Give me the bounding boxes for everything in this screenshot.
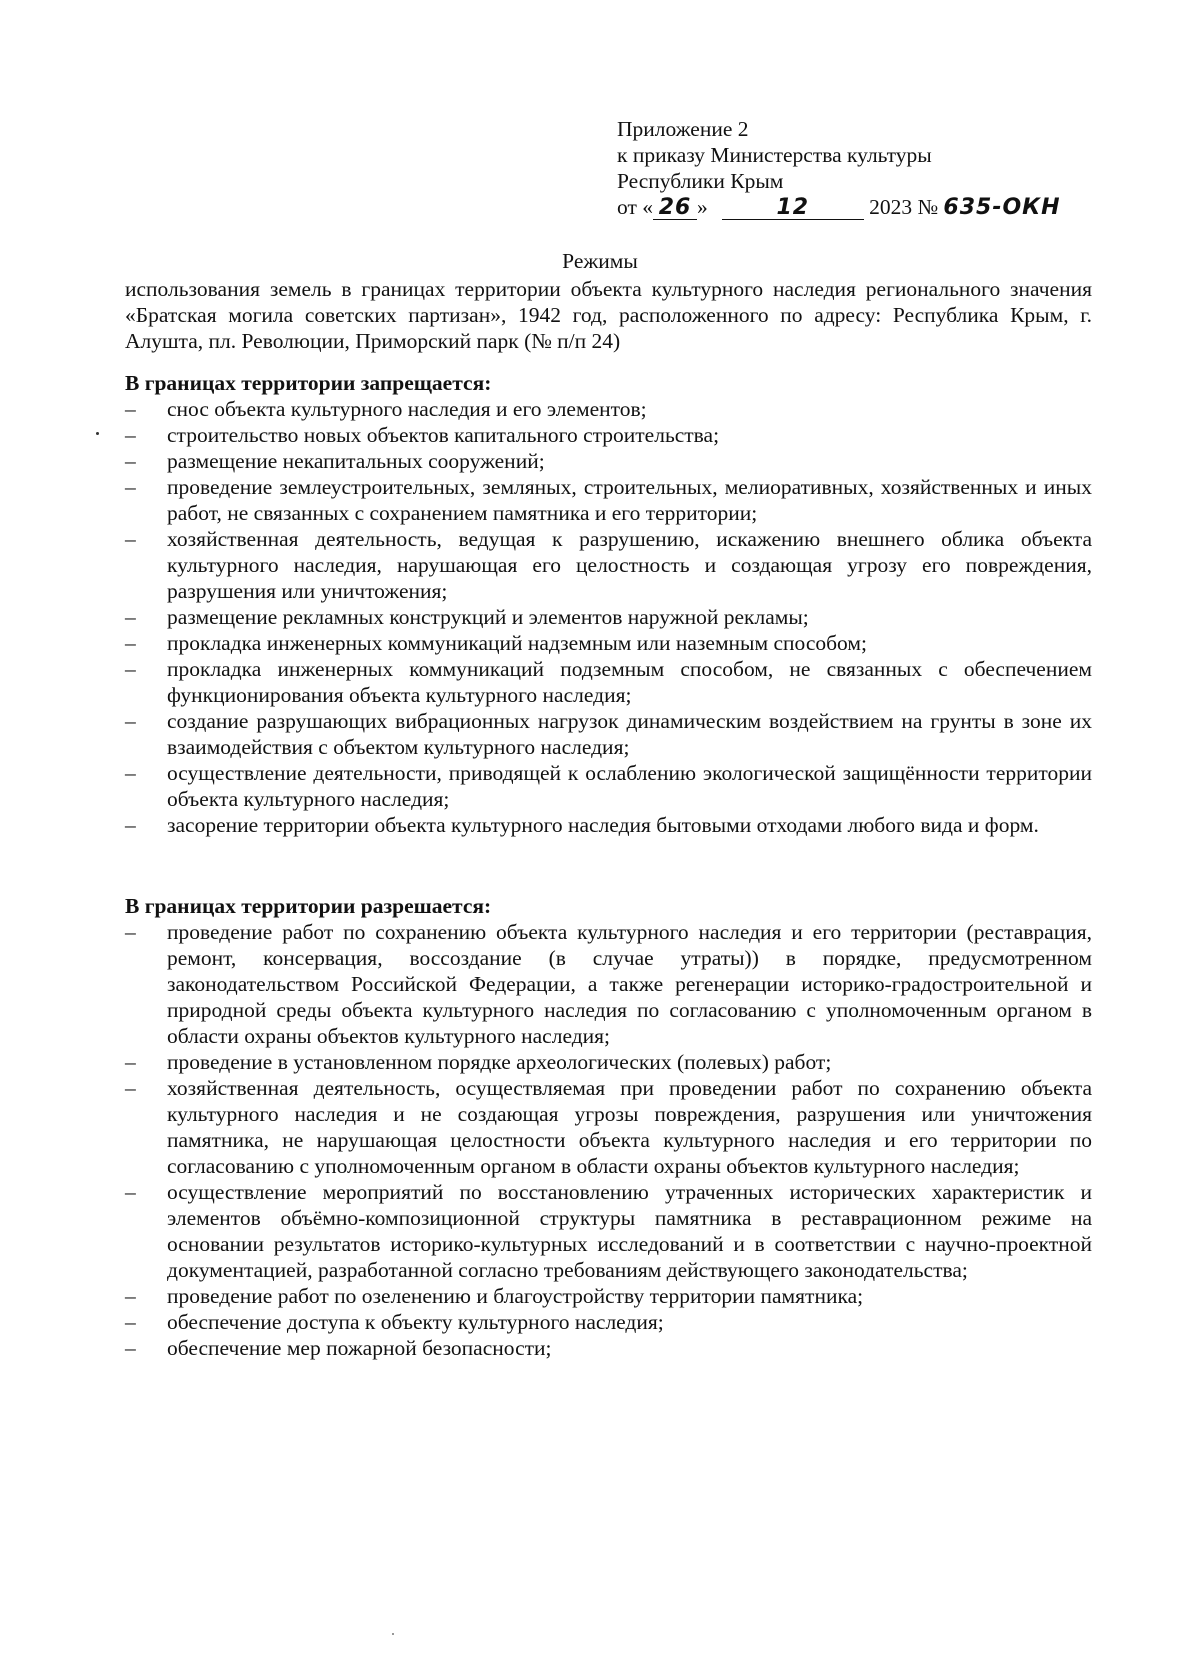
order-number: 635-ОКН	[943, 195, 1061, 220]
appendix-line-1: Приложение 2	[617, 117, 749, 141]
list-item	[125, 919, 1092, 1049]
order-day: 26	[653, 196, 697, 220]
list-item-text: прокладка инженерных коммуникаций надземным или наземным способом;	[167, 631, 867, 655]
list-item-text: создание разрушающих вибрационных нагрузок динамическим воздействием на грунты в зоне их взаимодействия с объектом культурного наследия;	[167, 709, 1092, 759]
list-item-text: проведение работ по озеленению и благоустройству территории памятника;	[167, 1284, 864, 1308]
document-subtitle: использования земель в границах территории объекта культурного наследия регионального значения «Братская могила советских партизан», 1942 год, расположенного по адресу: Республика Крым, г. Алушта, пл. Революции, Приморский парк (№ п/п 24)	[125, 277, 1092, 353]
dash-bullet: –	[125, 1310, 136, 1334]
allowed-list	[125, 919, 1092, 1361]
order-year: 2023 №	[869, 195, 939, 219]
dash-bullet: –	[125, 527, 136, 551]
document-title: Режимы	[562, 249, 638, 273]
dash-bullet: –	[125, 813, 136, 837]
list-item-text: хозяйственная деятельность, осуществляемая при проведении работ по сохранению объекта культурного наследия и не создающая угрозы повреждения, разрушения или уничтожения памятника, не нарушающая целостности объекта культурного наследия и его территории по согласованию с уполномоченным органом в области охраны объектов культурного наследия;	[167, 1076, 1092, 1178]
dash-bullet: –	[125, 657, 136, 681]
scan-speck	[96, 432, 99, 435]
list-item-text: прокладка инженерных коммуникаций подземным способом, не связанных с обеспечением функционирования объекта культурного наследия;	[167, 657, 1092, 707]
list-item	[125, 1335, 1092, 1361]
appendix-line-2: к приказу Министерства культуры	[617, 143, 932, 167]
dash-bullet: –	[125, 1050, 136, 1074]
list-item	[125, 474, 1092, 526]
appendix-line-3: Республики Крым	[617, 169, 784, 193]
list-item	[125, 1179, 1092, 1283]
dash-bullet: –	[125, 761, 136, 785]
list-item	[125, 708, 1092, 760]
list-item-text: засорение территории объекта культурного наследия бытовыми отходами любого вида и форм.	[167, 813, 1039, 837]
appendix-header	[617, 116, 1093, 220]
dash-bullet: –	[125, 1180, 136, 1204]
list-item	[125, 448, 1092, 474]
list-item-text: проведение землеустроительных, земляных, строительных, мелиоративных, хозяйственных и иных работ, не связанных с сохранением памятника и его территории;	[167, 475, 1092, 525]
list-item-text: хозяйственная деятельность, ведущая к разрушению, искажению внешнего облика объекта культурного наследия, нарушающая его целостность и создающая угрозу его повреждения, разрушения или уничтожения;	[167, 527, 1092, 603]
scan-speck	[392, 1633, 394, 1635]
list-item-text: размещение рекламных конструкций и элементов наружной рекламы;	[167, 605, 809, 629]
dash-bullet: –	[125, 397, 136, 421]
list-item-text: проведение работ по сохранению объекта культурного наследия и его территории (реставрация, ремонт, консервация, воссоздание (в случае утраты)) в порядке, предусмотренном законодательством Российской Федерации, а также регенерации историко-градостроительной и природной среды объекта культурного наследия по согласованию с уполномоченным органом в области охраны объектов культурного наследия;	[167, 920, 1092, 1048]
dash-bullet: –	[125, 449, 136, 473]
dash-bullet: –	[125, 920, 136, 944]
prohibited-heading: В границах территории запрещается:	[125, 371, 492, 395]
list-item	[125, 526, 1092, 604]
list-item-text: строительство новых объектов капитального строительства;	[167, 423, 720, 447]
list-item-text: осуществление мероприятий по восстановлению утраченных исторических характеристик и элементов объёмно-композиционной структуры памятника в реставрационном режиме на основании результатов историко-культурных исследований и в соответствии с научно-проектной документацией, разработанной согласно требованиям действующего законодательства;	[167, 1180, 1092, 1282]
list-item	[125, 604, 1092, 630]
dash-bullet: –	[125, 1284, 136, 1308]
dash-bullet: –	[125, 423, 136, 447]
dash-bullet: –	[125, 605, 136, 629]
order-date-line	[617, 194, 1093, 220]
date-prefix: от «	[617, 195, 653, 219]
allowed-heading: В границах территории разрешается:	[125, 894, 492, 918]
list-item	[125, 1309, 1092, 1335]
order-month: 12	[722, 196, 864, 220]
list-item	[125, 1283, 1092, 1309]
list-item-text: обеспечение доступа к объекту культурного наследия;	[167, 1310, 664, 1334]
list-item	[125, 1075, 1092, 1179]
list-item	[125, 422, 1092, 448]
dash-bullet: –	[125, 475, 136, 499]
list-item	[125, 812, 1092, 838]
list-item	[125, 760, 1092, 812]
list-item	[125, 630, 1092, 656]
list-item-text: обеспечение мер пожарной безопасности;	[167, 1336, 552, 1360]
prohibited-list	[125, 396, 1092, 838]
list-item	[125, 396, 1092, 422]
list-item-text: размещение некапитальных сооружений;	[167, 449, 545, 473]
dash-bullet: –	[125, 1336, 136, 1360]
list-item-text: осуществление деятельности, приводящей к ослаблению экологической защищённости территории объекта культурного наследия;	[167, 761, 1092, 811]
dash-bullet: –	[125, 709, 136, 733]
list-item-text: снос объекта культурного наследия и его элементов;	[167, 397, 647, 421]
dash-bullet: –	[125, 1076, 136, 1100]
dash-bullet: –	[125, 631, 136, 655]
date-mid: »	[697, 195, 708, 219]
list-item	[125, 1049, 1092, 1075]
list-item	[125, 656, 1092, 708]
list-item-text: проведение в установленном порядке археологических (полевых) работ;	[167, 1050, 832, 1074]
